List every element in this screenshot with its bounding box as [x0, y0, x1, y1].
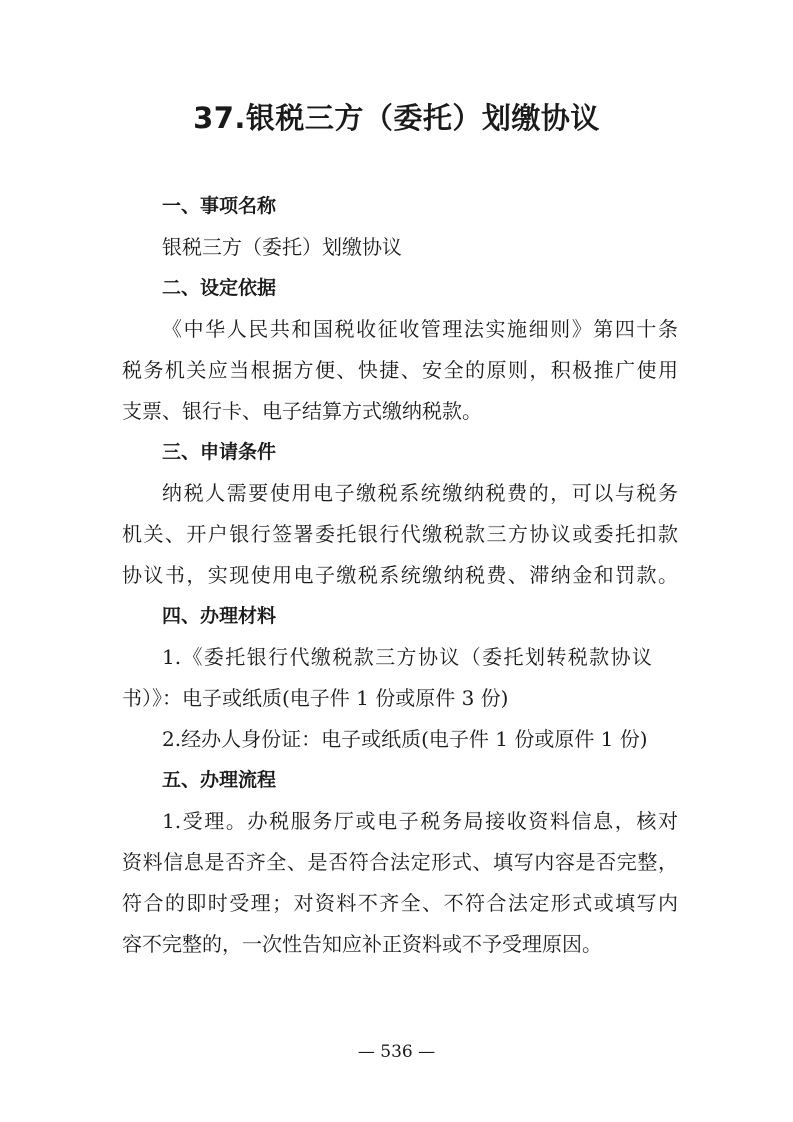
- section-heading-legal-basis: 二、设定依据: [162, 277, 277, 299]
- materials-line: 2.经办人身份证：电子或纸质(电子件 1 份或原件 1 份): [162, 727, 648, 751]
- materials-line: 1.《委托银行代缴税款三方协议（委托划转税款协议: [162, 645, 652, 669]
- section-heading-conditions: 三、申请条件: [162, 441, 277, 463]
- section-heading-process: 五、办理流程: [162, 769, 277, 791]
- document-title: 37.银税三方（委托）划缴协议: [193, 101, 600, 135]
- legal-basis-line: 税务机关应当根据方便、快捷、安全的原则，积极推广使用: [122, 358, 678, 382]
- section-heading-item-name: 一、事项名称: [162, 195, 277, 217]
- conditions-line: 协议书，实现使用电子缴税系统缴纳税费、滞纳金和罚款。: [122, 563, 678, 587]
- materials-line: 书）》：电子或纸质(电子件 1 份或原件 3 份): [122, 686, 509, 710]
- item-name-text: 银税三方（委托）划缴协议: [162, 235, 402, 259]
- process-line: 资料信息是否齐全、是否符合法定形式、填写内容是否完整，: [122, 850, 678, 874]
- process-line: 1.受理。办税服务厅或电子税务局接收资料信息，核对: [162, 809, 678, 833]
- conditions-line: 纳税人需要使用电子缴税系统缴纳税费的，可以与税务: [162, 481, 678, 505]
- conditions-line: 机关、开户银行签署委托银行代缴税款三方协议或委托扣款: [122, 522, 678, 546]
- page-number: — 536 —: [357, 1042, 436, 1062]
- legal-basis-line: 支票、银行卡、电子结算方式缴纳税款。: [122, 399, 482, 423]
- process-line: 符合的即时受理；对资料不齐全、不符合法定形式或填写内: [122, 891, 678, 915]
- legal-basis-line: 《中华人民共和国税收征收管理法实施细则》第四十条: [162, 317, 678, 341]
- section-heading-materials: 四、办理材料: [162, 605, 277, 627]
- process-line: 容不完整的，一次性告知应补正资料或不予受理原因。: [122, 932, 602, 956]
